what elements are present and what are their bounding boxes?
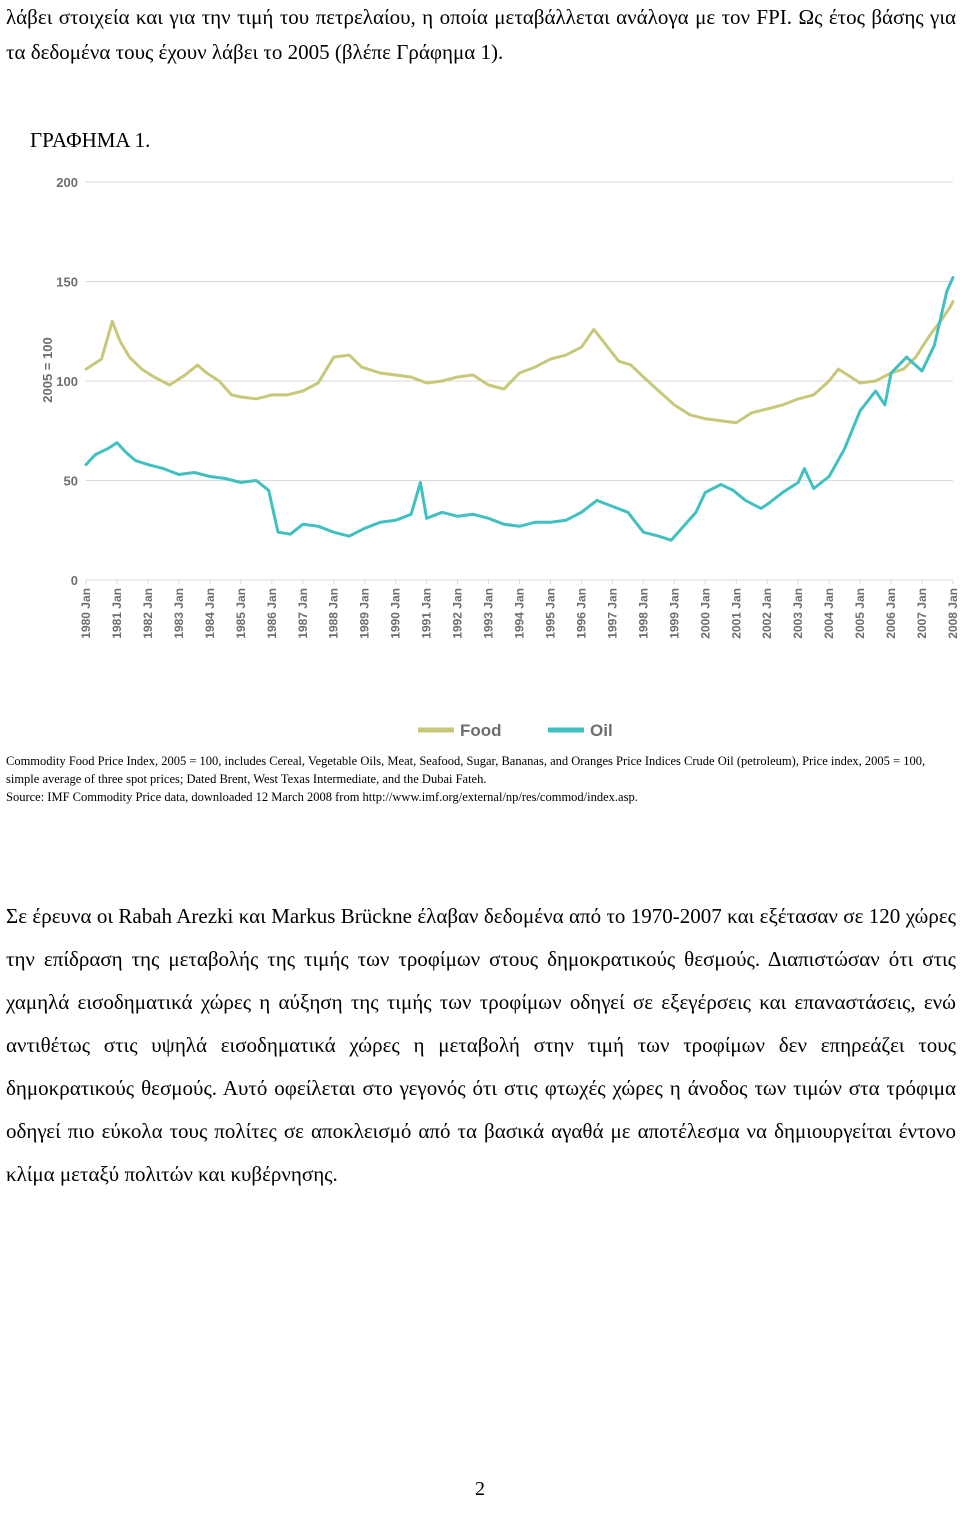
x-tick-label: 1987 Jan [295, 588, 310, 639]
x-tick-label: 1989 Jan [357, 588, 372, 639]
x-tick-label: 1982 Jan [140, 588, 155, 639]
page-number: 2 [475, 1478, 485, 1500]
legend-label-food: Food [460, 721, 502, 740]
caption-source: Source: IMF Commodity Price data, downloaded 12 March 2008 from http://www.imf.org/external/np/res/commod/index.asp. [6, 790, 638, 804]
legend-label-oil: Oil [590, 721, 613, 740]
x-tick-label: 1990 Jan [388, 588, 403, 639]
x-tick-label: 1981 Jan [109, 588, 124, 639]
intro-paragraph [6, 0, 956, 70]
y-axis-label: 2005 = 100 [40, 337, 55, 403]
x-tick-label: 1985 Jan [233, 588, 248, 639]
x-tick-label: 1991 Jan [419, 588, 434, 639]
figure-heading: ΓΡΑΦΗΜΑ 1. [30, 128, 151, 152]
x-tick-label: 1996 Jan [574, 588, 589, 639]
x-tick-label: 1997 Jan [605, 588, 620, 639]
y-tick-label: 100 [56, 374, 78, 389]
x-tick-label: 2002 Jan [760, 588, 775, 639]
chart-container [28, 170, 958, 750]
y-tick-label: 50 [63, 473, 78, 489]
x-tick-label: 1992 Jan [450, 588, 465, 639]
x-tick-label: 1984 Jan [202, 588, 217, 639]
x-tick-label: 2008 Jan [946, 588, 960, 639]
x-tick-label: 2001 Jan [729, 588, 744, 639]
x-tick-label: 1986 Jan [264, 588, 279, 639]
x-tick-layer [79, 588, 960, 639]
x-tick-label: 1993 Jan [481, 588, 496, 639]
x-tick-label: 1980 Jan [79, 588, 93, 639]
x-tick-label: 2000 Jan [698, 588, 713, 639]
body-text: Σε έρευνα οι Rabah Arezki και Markus Brückne έλαβαν δεδομένα από το 1970-2007 και εξέτασαν σε 120 χώρες την επίδραση της μεταβολής της τιμής των τροφίμων στους δημοκρατικούς θεσμούς. Διαπιστώσαν ότι στις χαμηλά εισοδηματικά χώρες η αύξηση της τιμής των τροφίμων οδηγεί σε εξεγέρσεις και επαναστάσεις, ενώ αντιθέτως στις υψηλά εισοδηματικά χώρες η μεταβολή στην τιμή των τροφίμων δεν επηρεάζει τους δημοκρατικούς θεσμούς. Αυτό οφείλεται στο γεγονός ότι στις φτωχές χώρες η άνοδος των τιμών στα τρόφιμα οδηγεί πιο εύκολα τους πολίτες σε αποκλεισμό από τα βασικά αγαθά με αποτέλεσμα να δημιουργείται έντονο κλίμα μεταξύ πολιτών και κυβέρνησης. [6, 904, 956, 1186]
figure-caption [6, 752, 956, 806]
x-tick-label: 2006 Jan [884, 588, 899, 639]
caption-description: Commodity Food Price Index, 2005 = 100, includes Cereal, Vegetable Oils, Meat, Seafood, Sugar, Bananas, and Oranges Price Indices Crude Oil (petroleum), Price index, 2005 = 100, simple average of three spot prices; Dated Brent, West Texas Intermediate, and the Dubai Fateh. [6, 754, 926, 786]
x-tick-label: 2007 Jan [915, 588, 930, 639]
x-tick-label: 1988 Jan [326, 588, 341, 639]
chart-background [28, 170, 958, 750]
body-paragraph [6, 895, 956, 1196]
y-tick-label: 200 [56, 175, 78, 190]
x-tick-label: 1995 Jan [543, 588, 558, 639]
x-tick-label: 1999 Jan [667, 588, 682, 639]
food-oil-price-chart [28, 170, 958, 750]
x-tick-label: 1998 Jan [636, 588, 651, 639]
y-tick-label: 150 [56, 274, 78, 290]
x-tick-label: 2005 Jan [853, 588, 868, 639]
x-tick-label: 2003 Jan [791, 588, 806, 639]
y-tick-label: 0 [70, 573, 78, 588]
x-tick-label: 2004 Jan [822, 588, 837, 639]
intro-text: λάβει στοιχεία και για την τιμή του πετρελαίου, η οποία μεταβάλλεται ανάλογα με τον FPI. Ως έτος βάσης για τα δεδομένα τους έχουν λάβει το 2005 (βλέπε Γράφημα 1). [6, 5, 956, 64]
x-tick-label: 1994 Jan [512, 588, 527, 639]
x-tick-label: 1983 Jan [171, 588, 186, 639]
